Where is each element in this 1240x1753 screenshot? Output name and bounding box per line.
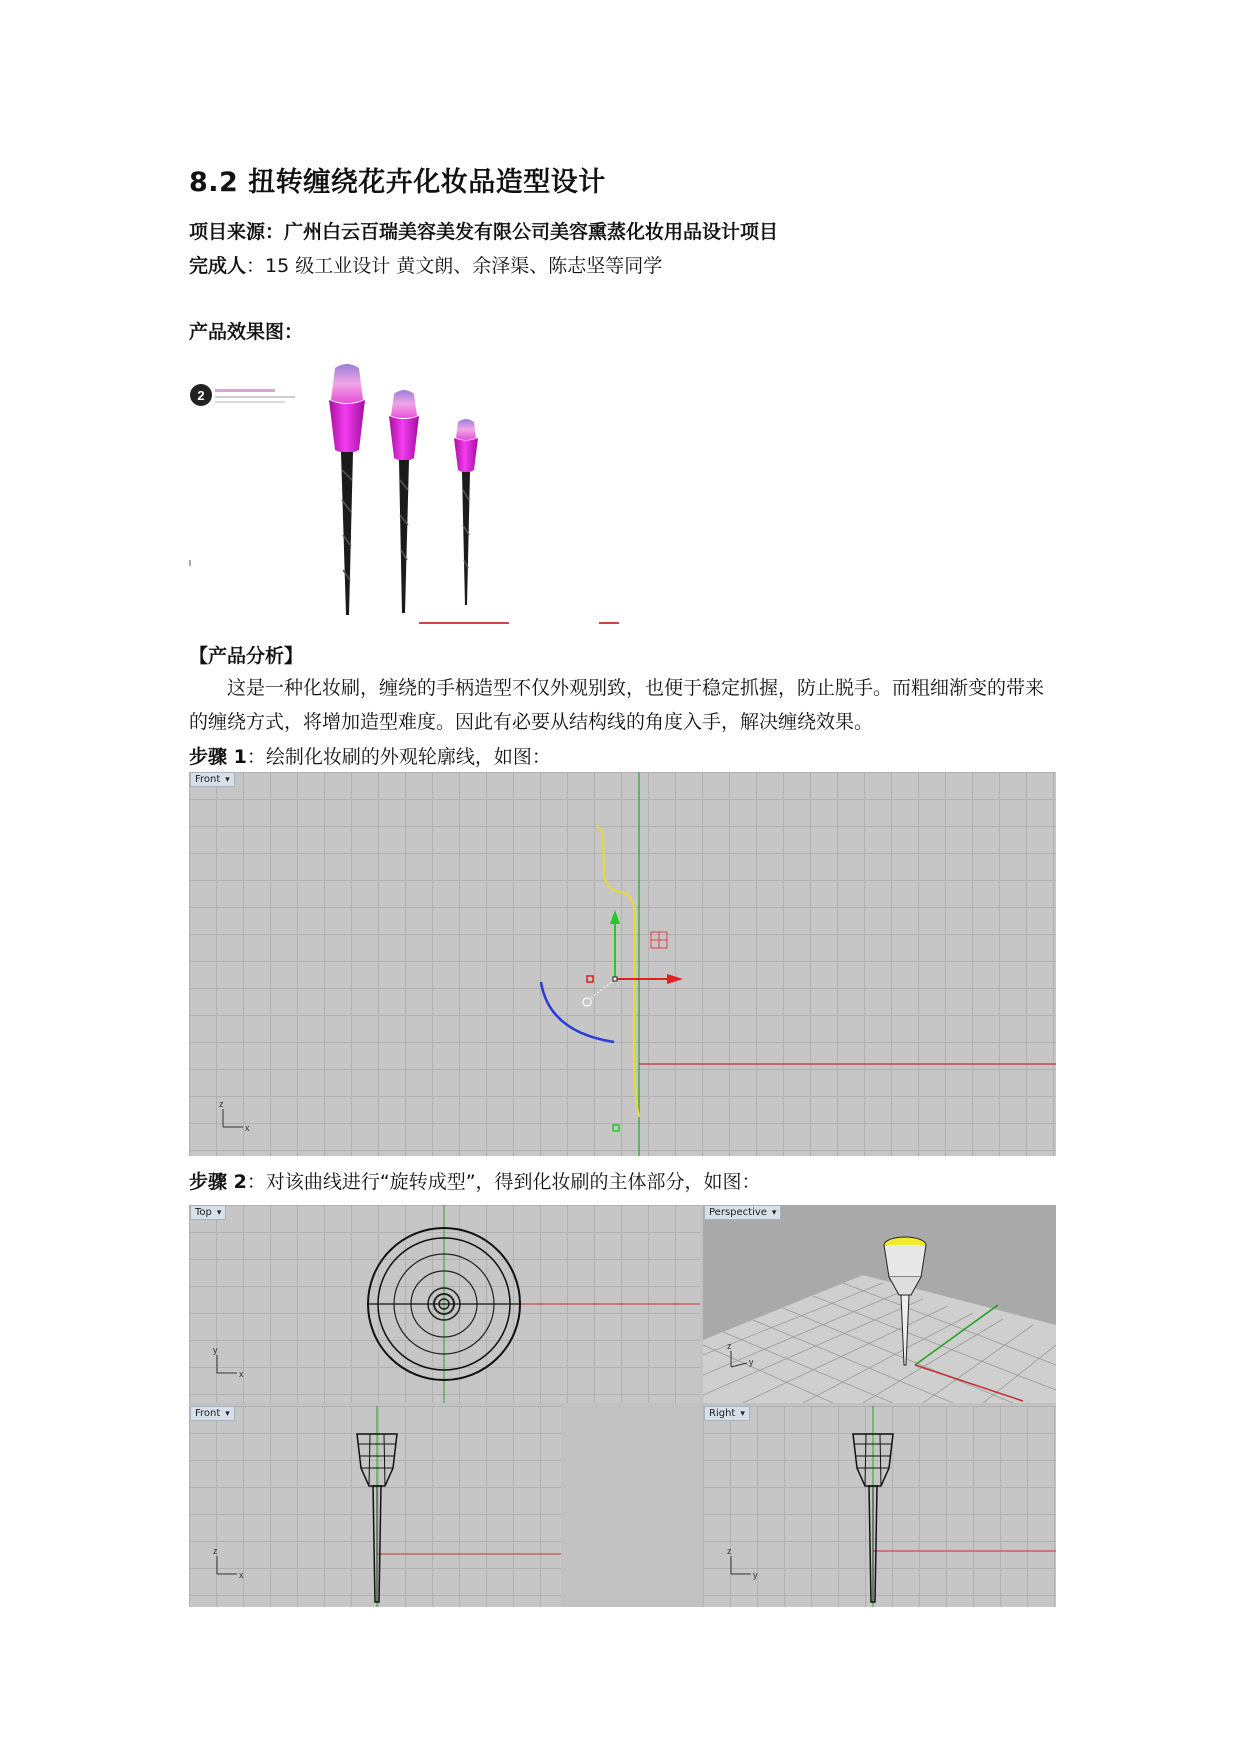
arc-curve-blue [541,982,614,1042]
viewport-label-front-2[interactable]: Front ▾ [190,1406,235,1421]
step1-label: 步骤 1 [189,746,247,768]
svg-text:y: y [749,1357,754,1367]
viewport-right[interactable] [703,1406,1056,1607]
step1-text: ：绘制化妆刷的外观轮廓线，如图： [246,746,551,768]
svg-text:x: x [239,1570,244,1580]
svg-text:z: z [219,1099,224,1109]
viewport-perspective[interactable] [703,1205,1056,1403]
brush-small [454,419,478,605]
project-source-label: 项目来源： [189,221,285,243]
product-render-image [189,360,629,635]
svg-text:z: z [213,1546,218,1556]
step2-text: ：对该曲线进行“旋转成型”，得到化妆刷的主体部分，如图： [246,1171,761,1193]
project-source-value: 广州白云百瑞美容美发有限公司美容熏蒸化妆用品设计项目 [284,221,779,243]
analysis-text: 这是一种化妆刷，缠绕的手柄造型不仅外观别致，也便于稳定抓握，防止脱手。而粗细渐变的带来的缠绕方式，将增加造型难度。因此有必要从结构线的角度入手，解决缠绕效果。 [189,677,1045,733]
svg-text:x: x [245,1123,250,1133]
viewport-step1-front[interactable] [189,772,1056,1156]
completed-by [189,252,662,280]
section-title: 8.2 扭转缠绕花卉化妆品造型设计 [189,167,606,198]
completed-by-value: ：15 级工业设计 黄文朗、余泽渠、陈志坚等同学 [246,255,663,277]
viewport-label-perspective[interactable]: Perspective ▾ [704,1205,781,1220]
step2-caption [189,1168,761,1196]
viewport-label-top[interactable]: Top ▾ [190,1205,226,1220]
brush-medium [389,390,419,613]
brush-large [329,364,365,615]
render-badge: 2 [197,388,205,403]
viewport-label-front[interactable]: Front ▾ [190,772,235,787]
step1-caption [189,743,551,771]
profile-curve-yellow [596,827,639,1117]
svg-text:z: z [727,1341,732,1351]
render-heading: 产品效果图： [189,321,304,343]
project-source [189,218,778,246]
svg-text:y: y [753,1570,758,1580]
svg-text:x: x [239,1369,244,1379]
completed-by-label: 完成人 [189,255,247,277]
analysis-heading: 【产品分析】 [189,645,304,667]
svg-text:z: z [727,1546,732,1556]
step2-label: 步骤 2 [189,1171,247,1193]
svg-text:y: y [213,1345,218,1355]
viewport-front[interactable] [189,1406,561,1607]
viewport-label-right[interactable]: Right ▾ [704,1406,750,1421]
viewport-top[interactable] [189,1205,700,1403]
step2-viewports [189,1205,1056,1607]
